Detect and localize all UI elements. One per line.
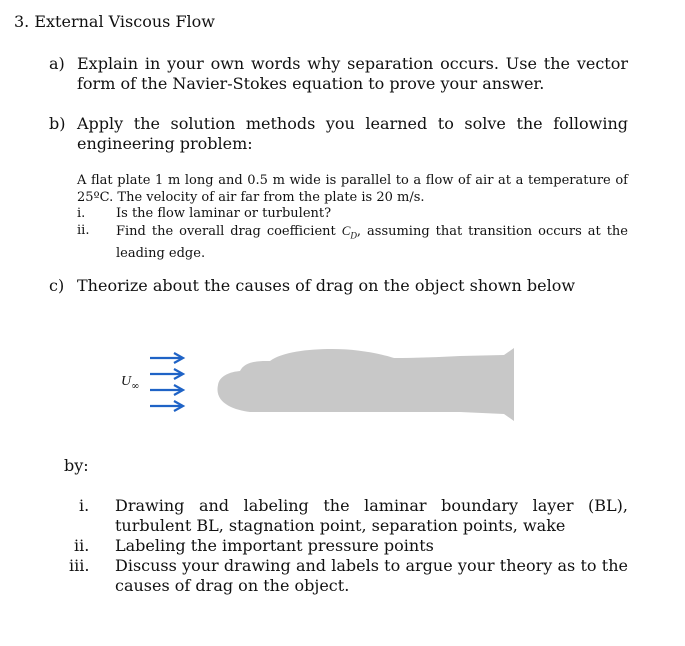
by-label: by: — [64, 456, 89, 475]
flow-figure — [110, 345, 530, 425]
list-item-1-text: Drawing and labeling the laminar boundary layer (BL), turbulent BL, stagnation point, separation points, wake — [115, 496, 628, 535]
freestream-arrow-3 — [150, 385, 183, 395]
drag-coefficient-symbol: C — [341, 223, 351, 238]
freestream-arrows — [150, 353, 183, 411]
problem-item-1-label: i. — [77, 206, 86, 221]
part-c-label: c) — [49, 276, 65, 295]
problem-item-2-text — [116, 222, 628, 262]
list-item-3-label: iii. — [69, 556, 90, 575]
part-c-text: Theorize about the causes of drag on the object shown below — [77, 276, 576, 295]
problem-item-2-label: ii. — [77, 223, 90, 238]
problem-item-2-text-after: , assuming that transition occurs at the leading edge. — [116, 224, 629, 261]
problem-item-2-text-before: Find the overall drag coefficient — [116, 224, 342, 239]
section-heading: 3. External Viscous Flow — [14, 12, 215, 31]
freestream-velocity-label — [121, 373, 139, 392]
list-item-1-label: i. — [79, 496, 90, 515]
part-a-label: a) — [49, 54, 65, 73]
problem-statement: A flat plate 1 m long and 0.5 m wide is parallel to a flow of air at a temperature of 25ºC. The velocity of air far from the plate is 20 m/s. — [77, 173, 628, 205]
list-item-2-label: ii. — [74, 536, 90, 555]
freestream-arrow-4 — [150, 401, 183, 411]
problem-item-1-text: Is the flow laminar or turbulent? — [116, 206, 332, 221]
bluff-body — [217, 348, 514, 421]
part-a-text: Explain in your own words why separation occurs. Use the vector form of the Navier-Stokes equation to prove your answer. — [77, 54, 628, 93]
part-b-text: Apply the solution methods you learned to solve the following engineering problem: — [77, 114, 628, 153]
velocity-subscript: ∞ — [131, 380, 140, 392]
freestream-arrow-2 — [150, 369, 183, 379]
part-b-label: b) — [49, 114, 66, 133]
flow-figure-svg — [110, 345, 530, 425]
drag-coefficient-subscript: D — [350, 230, 357, 241]
velocity-symbol: U — [121, 374, 132, 389]
list-item-2-text: Labeling the important pressure points — [115, 536, 434, 555]
freestream-arrow-1 — [150, 353, 183, 363]
list-item-3-text: Discuss your drawing and labels to argue your theory as to the causes of drag on the object. — [115, 556, 628, 595]
